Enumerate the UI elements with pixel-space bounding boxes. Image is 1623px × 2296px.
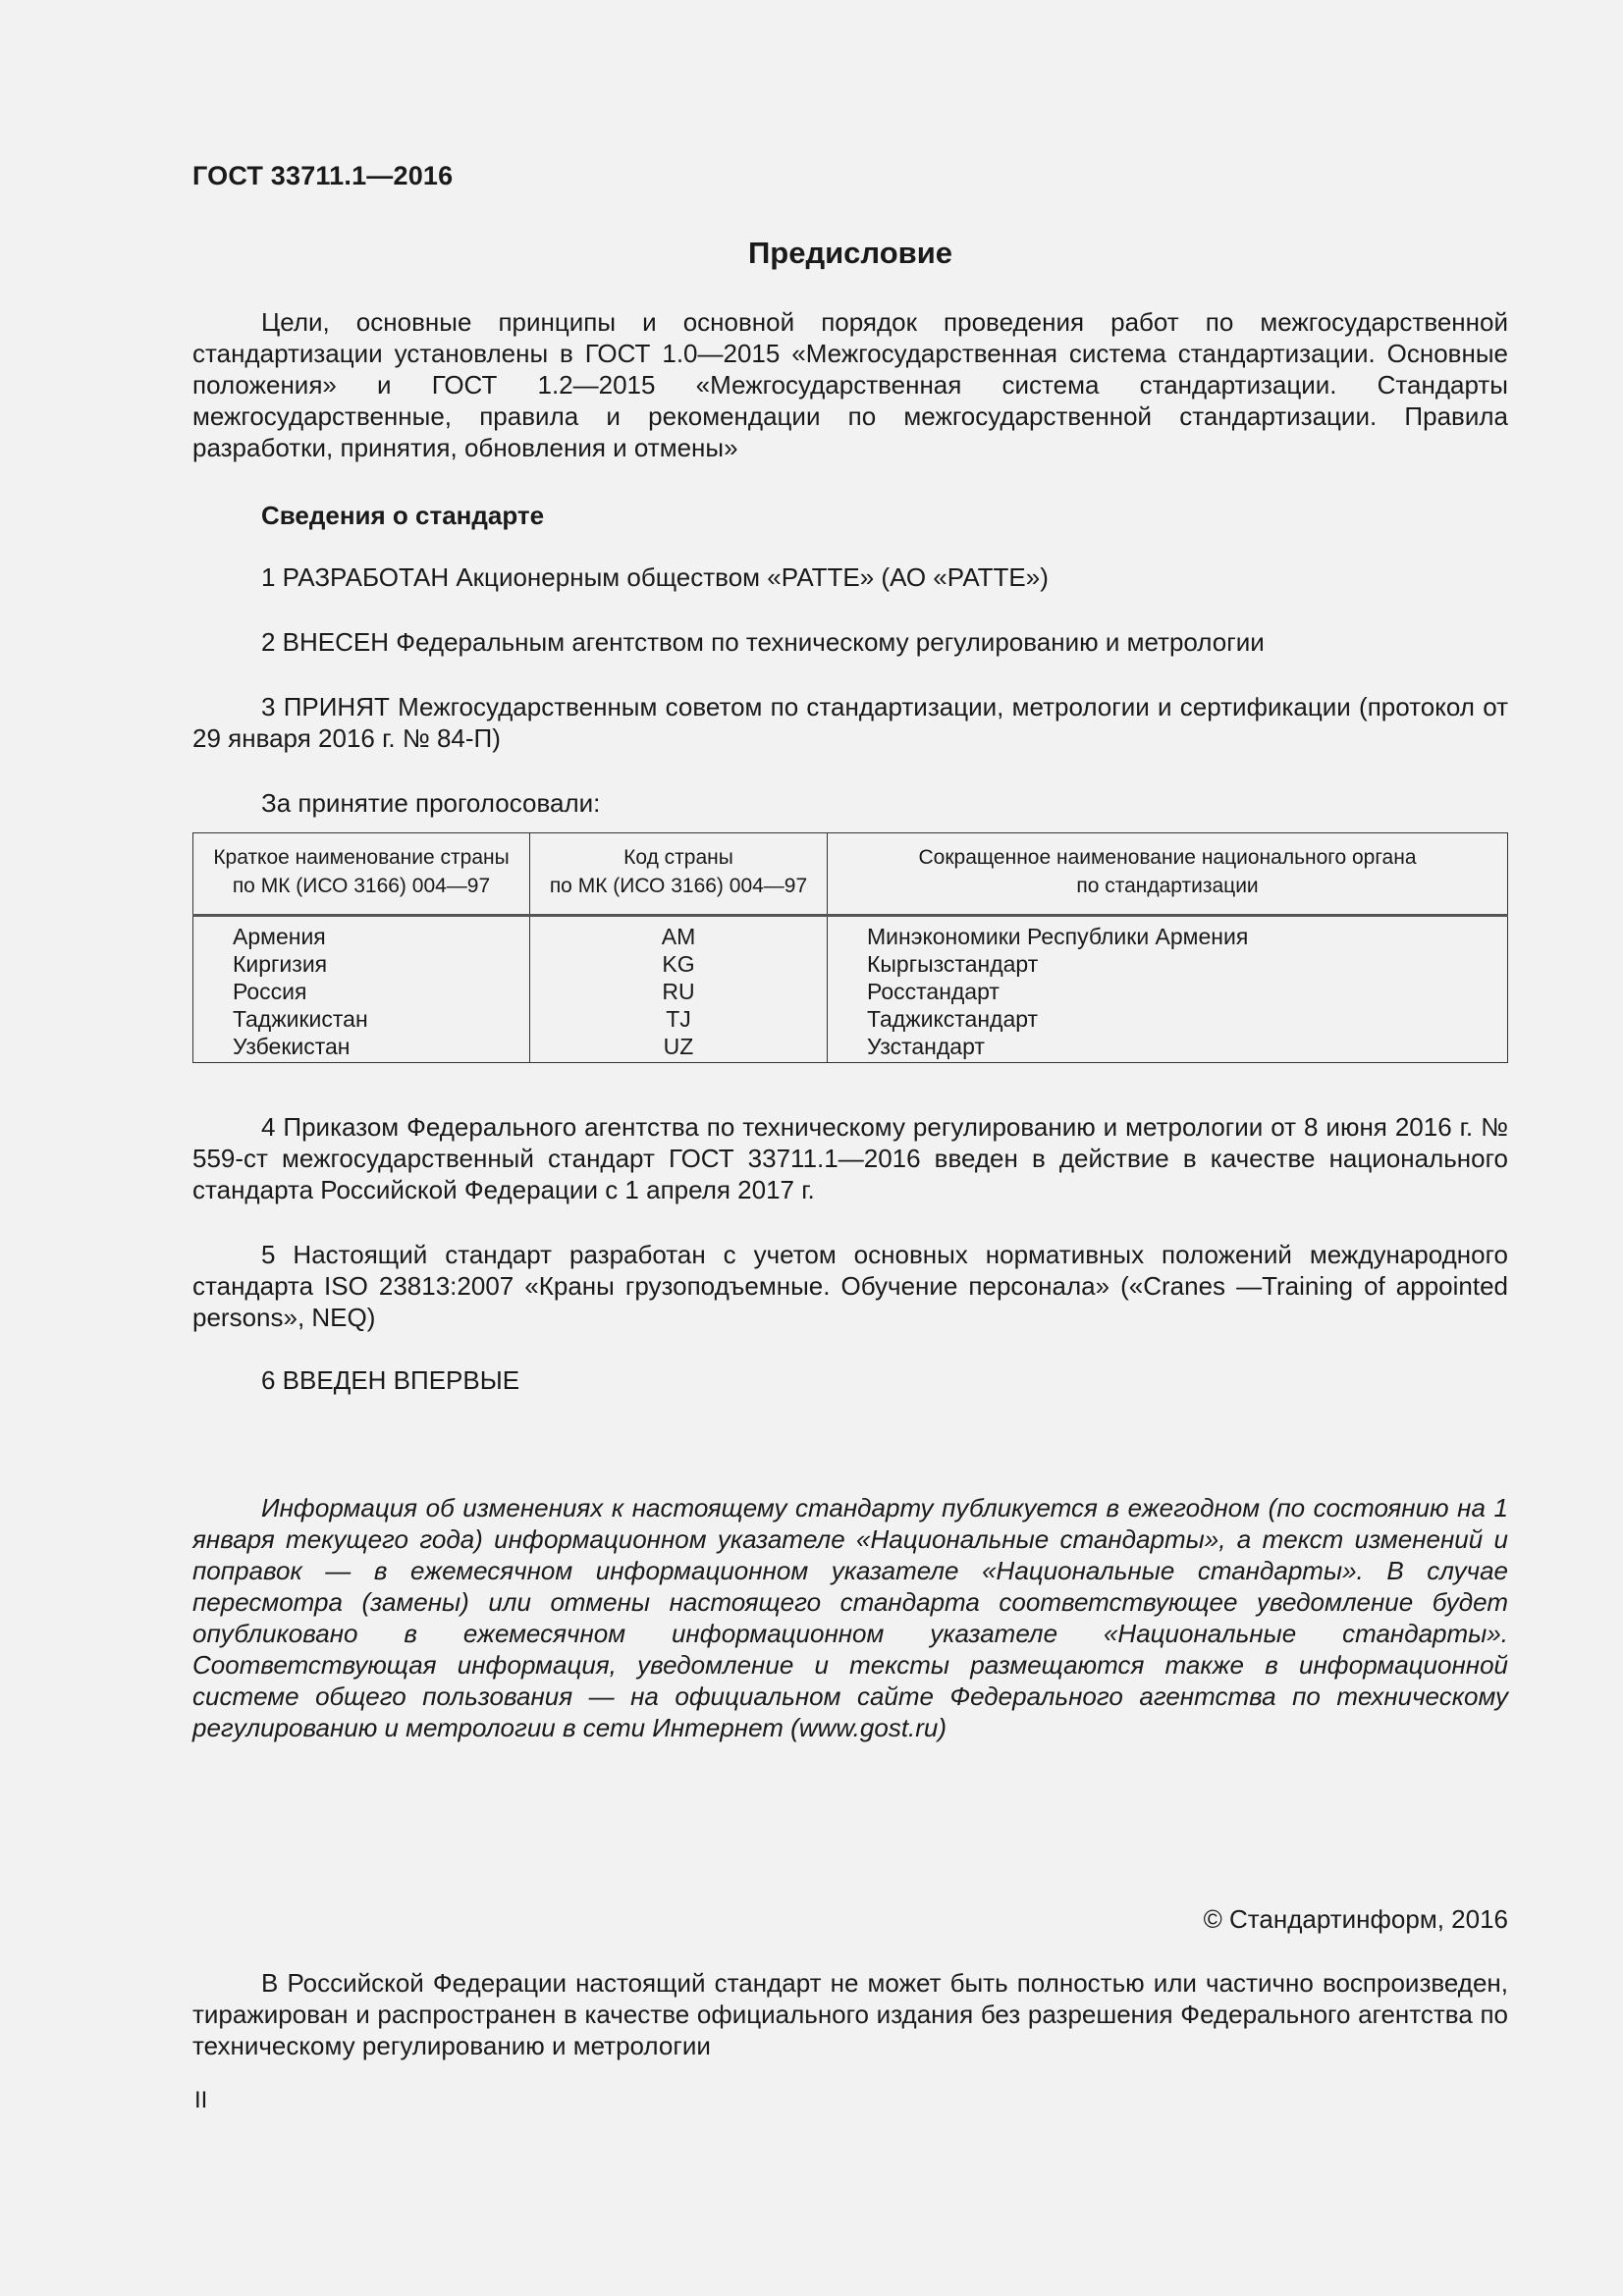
table-row bbox=[193, 950, 1508, 978]
code-cell: UZ bbox=[530, 1033, 828, 1063]
voted-label: За принятие проголосовали: bbox=[261, 788, 601, 818]
table-row bbox=[193, 978, 1508, 1005]
body-cell: Узстандарт bbox=[828, 1033, 1508, 1063]
header-country-code-line1: Код страны bbox=[623, 846, 733, 869]
code-cell: RU bbox=[530, 978, 828, 1005]
body-cell: Минэкономики Республики Армения bbox=[828, 916, 1508, 951]
header-national-body-line1: Сокращенное наименование национального органа bbox=[918, 846, 1417, 869]
intro-paragraph: Цели, основные принципы и основной порядок проведения работ по межгосударственной стандартизации установлены в ГОСТ 1.0—2015 «Межгосударственная система стандартизации. Основные положения» и ГОСТ 1.2—2015 «Межгосударственная система стандартизации. Стандарты межгосударственные, правила и рекомендации по межгосударственной стандартизации. Правила разработки, принятия, обновления и отмены» bbox=[192, 307, 1508, 462]
item-2: 2 ВНЕСЕН Федеральным агентством по техническому регулированию и метрологии bbox=[261, 627, 1265, 657]
item-1: 1 РАЗРАБОТАН Акционерным обществом «РАТТЕ» (АО «РАТТЕ») bbox=[261, 562, 1049, 592]
header-country-code bbox=[530, 833, 828, 916]
table-row bbox=[193, 1033, 1508, 1063]
country-cell: Узбекистан bbox=[193, 1033, 530, 1063]
standard-code: ГОСТ 33711.1—2016 bbox=[192, 161, 454, 190]
table-header-row bbox=[193, 833, 1508, 916]
body-cell: Росстандарт bbox=[828, 978, 1508, 1005]
code-cell: KG bbox=[530, 950, 828, 978]
code-cell: TJ bbox=[530, 1005, 828, 1033]
page-title: Предисловие bbox=[747, 236, 952, 270]
copyright-line: © Стандартинформ, 2016 bbox=[1203, 1904, 1508, 1934]
info-heading: Сведения о стандарте bbox=[261, 501, 545, 530]
item-4: 4 Приказом Федерального агентства по техническому регулированию и метрологии от 8 июня 2016 г. № 559-ст межгосударственный стандарт ГОСТ 33711.1—2016 введен в действие в качестве национального стандарта Российской Федерации с 1 апреля 2017 г. bbox=[192, 1112, 1508, 1204]
country-cell: Таджикистан bbox=[193, 1005, 530, 1033]
header-country-name-line1: Краткое наименование страны bbox=[213, 846, 510, 869]
amendments-notice: Информация об изменениях к настоящему стандарту публикуется в ежегодном (по состоянию на 1 января текущего года) информационном указателе «Национальные стандарты», а текст изменений и поправок — в ежемесячном информационном указателе «Национальные стандарты». В случае пересмотра (замены) или отмены настоящего стандарта соответствующее уведомление будет опубликовано в ежемесячном информационном указателе «Национальные стандарты». Соответствующая информация, уведомление и тексты размещаются также в информационной системе общего пользования — на официальном сайте Федерального агентства по техническому регулированию и метрологии в сети Интернет (www.gost.ru) bbox=[192, 1493, 1508, 1742]
header-national-body bbox=[828, 833, 1508, 916]
country-cell: Армения bbox=[193, 916, 530, 951]
page-number: II bbox=[194, 2087, 208, 2113]
rights-paragraph: В Российской Федерации настоящий стандарт не может быть полностью или частично воспроизведен, тиражирован и распространен в качестве официального издания без разрешения Федерального агентства по техническому регулированию и метрологии bbox=[192, 1968, 1508, 2060]
body-cell: Кыргызстандарт bbox=[828, 950, 1508, 978]
item-6: 6 ВВЕДЕН ВПЕРВЫЕ bbox=[261, 1365, 520, 1395]
code-cell: AM bbox=[530, 916, 828, 951]
header-country-name bbox=[193, 833, 530, 916]
table-row bbox=[193, 916, 1508, 951]
country-cell: Киргизия bbox=[193, 950, 530, 978]
country-cell: Россия bbox=[193, 978, 530, 1005]
item-3: 3 ПРИНЯТ Межгосударственным советом по стандартизации, метрологии и сертификации (протокол от 29 января 2016 г. № 84-П) bbox=[192, 692, 1508, 753]
header-national-body-line2: по стандартизации bbox=[1076, 875, 1259, 897]
item-5: 5 Настоящий стандарт разработан с учетом основных нормативных положений международного стандарта ISO 23813:2007 «Краны грузоподъемные. Обучение персонала» («Cranes —Training of appointed persons», NEQ) bbox=[192, 1240, 1508, 1332]
header-country-code-line2: по МК (ИСО 3166) 004—97 bbox=[549, 875, 808, 897]
table-row bbox=[193, 1005, 1508, 1033]
body-cell: Таджикстандарт bbox=[828, 1005, 1508, 1033]
voting-countries-table bbox=[192, 832, 1508, 1063]
header-country-name-line2: по МК (ИСО 3166) 004—97 bbox=[232, 875, 491, 897]
